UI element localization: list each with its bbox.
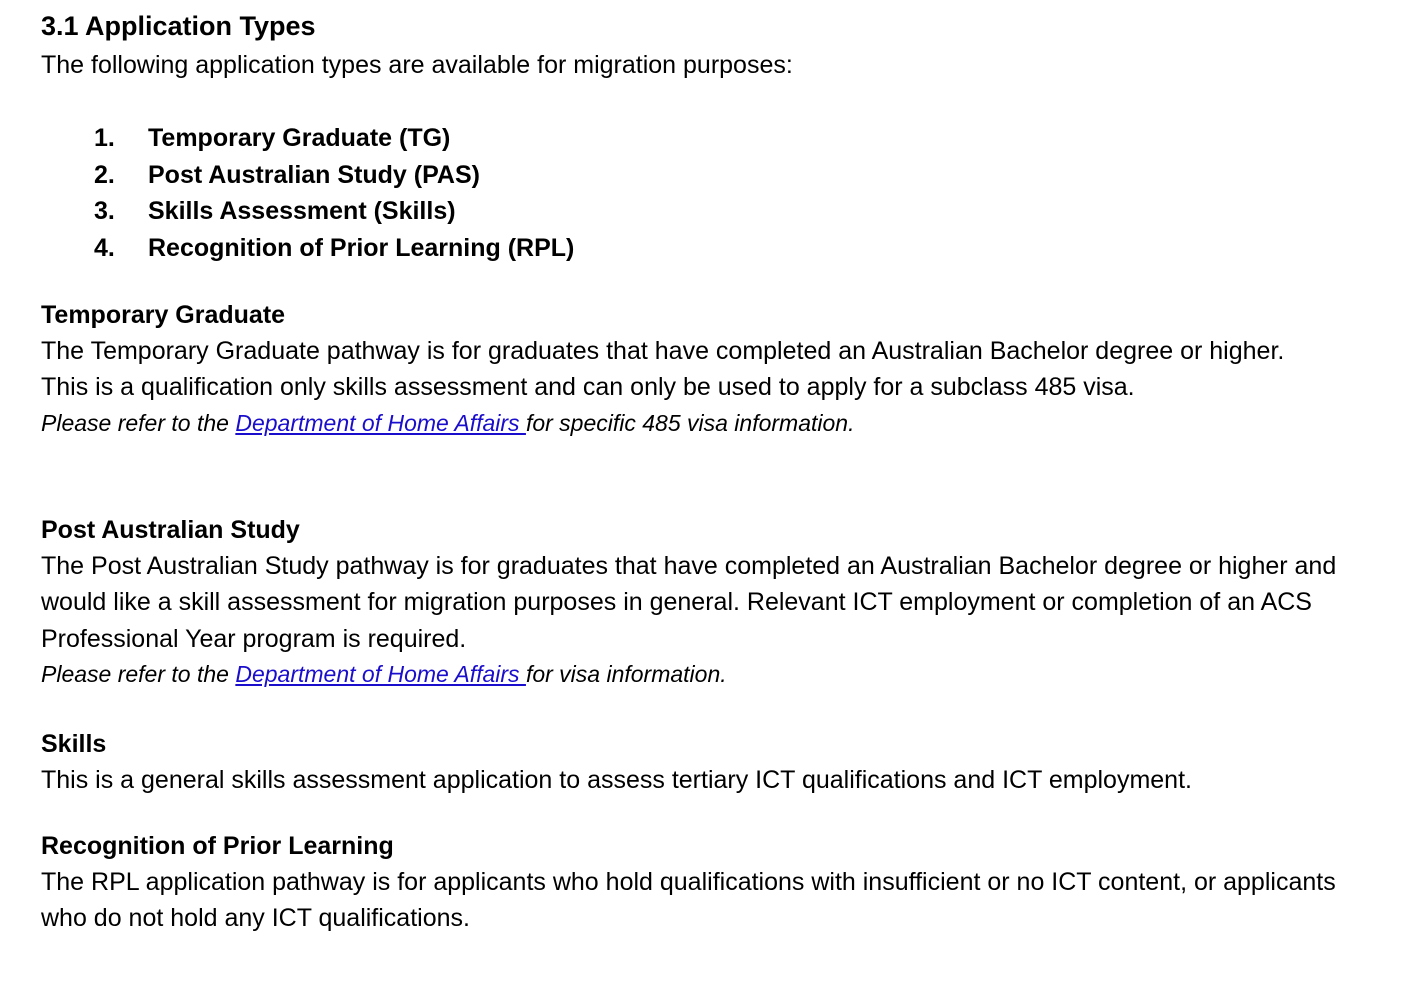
note-prefix: Please refer to the bbox=[41, 660, 236, 687]
post-australian-study-note bbox=[41, 657, 1381, 691]
list-number: 4. bbox=[94, 233, 115, 262]
section-heading: 3.1 Application Types bbox=[41, 11, 316, 41]
temporary-graduate-title: Temporary Graduate bbox=[41, 301, 286, 329]
rpl-title: Recognition of Prior Learning bbox=[41, 832, 394, 860]
temporary-graduate-body: The Temporary Graduate pathway is for graduates that have completed an Australian Bachelor degree or higher. This is a qualification only skills assessment and can only be used to apply for a subclass 485 visa. bbox=[41, 337, 1285, 402]
temporary-graduate-note bbox=[41, 406, 1381, 440]
home-affairs-link[interactable]: Department of Home Affairs bbox=[235, 409, 526, 436]
temporary-graduate-section bbox=[41, 297, 1381, 440]
intro-text: The following application types are available for migration purposes: bbox=[41, 51, 793, 79]
list-number: 2. bbox=[94, 160, 115, 189]
note-prefix: Please refer to the bbox=[41, 409, 236, 436]
list-label: Recognition of Prior Learning (RPL) bbox=[148, 233, 575, 262]
skills-section bbox=[41, 726, 1381, 798]
post-australian-study-section bbox=[41, 512, 1381, 691]
skills-title: Skills bbox=[41, 730, 107, 758]
rpl-section bbox=[41, 828, 1381, 937]
note-suffix: for visa information. bbox=[525, 660, 727, 687]
rpl-body: The RPL application pathway is for applicants who hold qualifications with insufficient or no ICT content, or applicants who do not hold any ICT qualifications. bbox=[41, 868, 1336, 933]
list-number: 3. bbox=[94, 197, 115, 225]
skills-body: This is a general skills assessment application to assess tertiary ICT qualifications and ICT employment. bbox=[41, 766, 1192, 794]
list-number: 1. bbox=[94, 124, 115, 152]
list-label: Post Australian Study (PAS) bbox=[148, 160, 480, 189]
post-australian-study-body: The Post Australian Study pathway is for graduates that have completed an Australian Bachelor degree or higher and would like a skill assessment for migration purposes in general. Relevant ICT employment or completion of an ACS Professional Year program is required. bbox=[41, 552, 1337, 653]
post-australian-study-title: Post Australian Study bbox=[41, 516, 300, 544]
list-label: Temporary Graduate (TG) bbox=[148, 124, 451, 152]
note-suffix: for specific 485 visa information. bbox=[525, 409, 855, 436]
list-label: Skills Assessment (Skills) bbox=[148, 197, 456, 225]
home-affairs-link[interactable]: Department of Home Affairs bbox=[235, 660, 526, 687]
